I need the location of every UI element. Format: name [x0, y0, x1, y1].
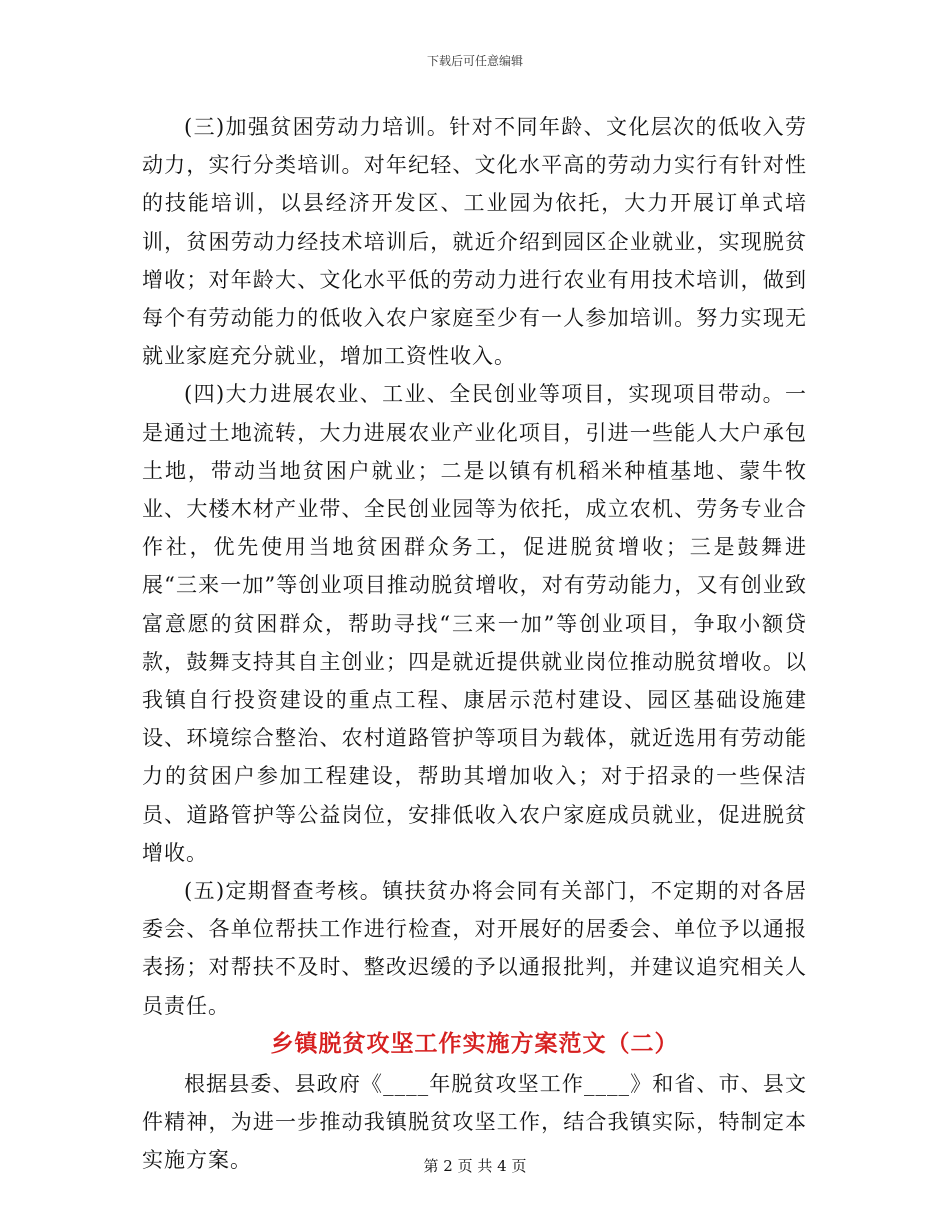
- paragraph-intro: 根据县委、县政府《____年脱贫攻坚工作____》和省、市、县文件精神，为进一步推动我镇脱贫攻坚工作，结合我镇实际，特制定本实施方案。: [142, 1071, 807, 1173]
- page-footer: 第 2 页 共 4 页: [423, 1157, 527, 1175]
- section-title: 乡镇脱贫攻坚工作实施方案范文（二）: [270, 1030, 679, 1057]
- paragraph-supervision: (五)定期督查考核。镇扶贫办将会同有关部门，不定期的对各居委会、各单位帮扶工作进行检查，对开展好的居委会、单位予以通报表扬；对帮扶不及时、整改迟缓的予以通报批判，并建议追究相关人员责任。: [142, 879, 807, 1018]
- page-header: 下载后可任意编辑: [426, 54, 523, 68]
- paragraph-training: (三)加强贫困劳动力培训。针对不同年龄、文化层次的低收入劳动力，实行分类培训。对年纪轻、文化水平高的劳动力实行有针对性的技能培训，以县经济开发区、工业园为依托，大力开展订单式培训，贫困劳动力经技术培训后，就近介绍到园区企业就业，实现脱贫增收；对年龄大、文化水平低的劳动力进行农业有用技术培训，做到每个有劳动能力的低收入农户家庭至少有一人参加培训。努力实现无就业家庭充分就业，增加工资性收入。: [142, 115, 807, 369]
- paragraph-projects: (四)大力进展农业、工业、全民创业等项目，实现项目带动。一是通过土地流转，大力进展农业产业化项目，引进一些能人大户承包土地，带动当地贫困户就业；二是以镇有机稻米种植基地、蒙牛牧业、大楼木材产业带、全民创业园等为依托，成立农机、劳务专业合作社，优先使用当地贫困群众务工，促进脱贫增收；三是鼓舞进展“三来一加”等创业项目推动脱贫增收，对有劳动能力，又有创业致富意愿的贫困群众，帮助寻找“三来一加”等创业项目，争取小额贷款，鼓舞支持其自主创业；四是就近提供就业岗位推动脱贫增收。以我镇自行投资建设的重点工程、康居示范村建设、园区基础设施建设、环境综合整治、农村道路管护等项目为载体，就近选用有劳动能力的贫困户参加工程建设，帮助其增加收入；对于招录的一些保洁员、道路管护等公益岗位，安排低收入农户家庭成员就业，促进脱贫增收。: [142, 382, 807, 865]
- document-body: [142, 108, 807, 1179]
